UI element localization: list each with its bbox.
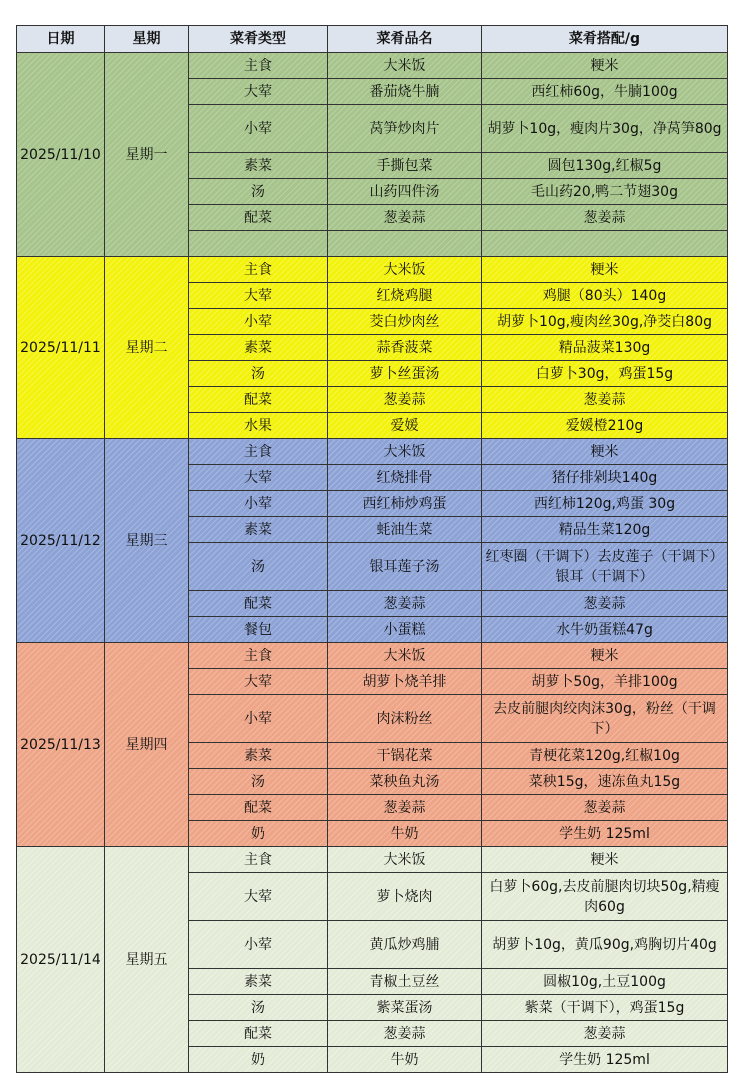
dish-name-cell: 紫菜蛋汤 [328, 995, 482, 1021]
dish-type-cell: 奶 [189, 1047, 328, 1073]
recipe-cell: 爱媛橙210g [482, 413, 728, 439]
recipe-cell: 鸡腿（80头）140g [482, 283, 728, 309]
dish-name-cell: 番茄烧牛腩 [328, 79, 482, 105]
dish-type-cell: 小荤 [189, 921, 328, 969]
recipe-cell: 精品生菜120g [482, 517, 728, 543]
recipe-cell: 粳米 [482, 643, 728, 669]
dish-name-cell: 葱姜蒜 [328, 387, 482, 413]
dish-name-cell: 山药四件汤 [328, 179, 482, 205]
dish-name-cell: 蒜香菠菜 [328, 335, 482, 361]
recipe-cell: 葱姜蒜 [482, 1021, 728, 1047]
dish-name-cell [328, 231, 482, 257]
dish-type-cell: 配菜 [189, 387, 328, 413]
dish-name-cell: 葱姜蒜 [328, 591, 482, 617]
recipe-cell: 葱姜蒜 [482, 387, 728, 413]
recipe-cell: 葱姜蒜 [482, 205, 728, 231]
recipe-cell: 圆椒10g,土豆100g [482, 969, 728, 995]
recipe-cell: 葱姜蒜 [482, 591, 728, 617]
recipe-cell: 学生奶 125ml [482, 821, 728, 847]
dish-name-cell: 萝卜烧肉 [328, 873, 482, 921]
dish-type-cell: 主食 [189, 847, 328, 873]
date-cell: 2025/11/12 [17, 439, 105, 643]
dish-name-cell: 红烧排骨 [328, 465, 482, 491]
header-dish-name: 菜肴品名 [328, 26, 482, 53]
menu-body [17, 53, 728, 1073]
dish-type-cell: 素菜 [189, 153, 328, 179]
dish-name-cell: 牛奶 [328, 1047, 482, 1073]
dish-type-cell: 大荤 [189, 465, 328, 491]
recipe-cell: 毛山药20,鸭二节翅30g [482, 179, 728, 205]
weekday-cell: 星期五 [105, 847, 189, 1073]
dish-type-cell: 奶 [189, 821, 328, 847]
dish-name-cell: 西红柿炒鸡蛋 [328, 491, 482, 517]
dish-type-cell: 小荤 [189, 105, 328, 153]
dish-name-cell: 萝卜丝蛋汤 [328, 361, 482, 387]
recipe-cell: 菜秧15g，速冻鱼丸15g [482, 769, 728, 795]
recipe-cell [482, 231, 728, 257]
weekly-menu-table [16, 25, 728, 1073]
dish-type-cell: 小荤 [189, 491, 328, 517]
dish-type-cell: 主食 [189, 643, 328, 669]
dish-name-cell: 茭白炒肉丝 [328, 309, 482, 335]
recipe-cell: 西红柿60g，牛腩100g [482, 79, 728, 105]
dish-type-cell: 素菜 [189, 969, 328, 995]
recipe-cell: 学生奶 125ml [482, 1047, 728, 1073]
recipe-cell: 胡萝卜50g，羊排100g [482, 669, 728, 695]
dish-name-cell: 葱姜蒜 [328, 1021, 482, 1047]
dish-type-cell: 素菜 [189, 743, 328, 769]
dish-name-cell: 莴笋炒肉片 [328, 105, 482, 153]
menu-row [17, 257, 728, 283]
dish-type-cell: 配菜 [189, 1021, 328, 1047]
dish-name-cell: 爱媛 [328, 413, 482, 439]
date-cell: 2025/11/13 [17, 643, 105, 847]
dish-name-cell: 大米饭 [328, 847, 482, 873]
dish-type-cell: 配菜 [189, 591, 328, 617]
menu-row [17, 53, 728, 79]
menu-row [17, 847, 728, 873]
weekday-cell: 星期一 [105, 53, 189, 257]
dish-type-cell: 水果 [189, 413, 328, 439]
dish-name-cell: 葱姜蒜 [328, 205, 482, 231]
recipe-cell: 精品菠菜130g [482, 335, 728, 361]
dish-type-cell: 素菜 [189, 517, 328, 543]
dish-type-cell [189, 231, 328, 257]
dish-type-cell: 汤 [189, 543, 328, 591]
dish-name-cell: 小蛋糕 [328, 617, 482, 643]
dish-type-cell: 主食 [189, 257, 328, 283]
recipe-cell: 猪仔排剁块140g [482, 465, 728, 491]
recipe-cell: 粳米 [482, 847, 728, 873]
header-row [17, 26, 728, 53]
recipe-cell: 葱姜蒜 [482, 795, 728, 821]
recipe-cell: 粳米 [482, 53, 728, 79]
recipe-cell: 粳米 [482, 439, 728, 465]
dish-name-cell: 大米饭 [328, 53, 482, 79]
dish-name-cell: 葱姜蒜 [328, 795, 482, 821]
dish-type-cell: 汤 [189, 995, 328, 1021]
recipe-cell: 粳米 [482, 257, 728, 283]
dish-type-cell: 大荤 [189, 669, 328, 695]
header-date: 日期 [17, 26, 105, 53]
recipe-cell: 西红柿120g,鸡蛋 30g [482, 491, 728, 517]
dish-type-cell: 大荤 [189, 283, 328, 309]
dish-name-cell: 菜秧鱼丸汤 [328, 769, 482, 795]
recipe-cell: 水牛奶蛋糕47g [482, 617, 728, 643]
dish-type-cell: 汤 [189, 769, 328, 795]
dish-name-cell: 银耳莲子汤 [328, 543, 482, 591]
dish-type-cell: 主食 [189, 439, 328, 465]
recipe-cell: 胡萝卜10g，黄瓜90g,鸡胸切片40g [482, 921, 728, 969]
recipe-cell: 白萝卜60g,去皮前腿肉切块50g,精瘦肉60g [482, 873, 728, 921]
dish-type-cell: 主食 [189, 53, 328, 79]
weekday-cell: 星期二 [105, 257, 189, 439]
recipe-cell: 红枣圈（干调下）去皮莲子（干调下）银耳（干调下） [482, 543, 728, 591]
dish-name-cell: 干锅花菜 [328, 743, 482, 769]
dish-type-cell: 小荤 [189, 695, 328, 743]
dish-name-cell: 大米饭 [328, 439, 482, 465]
menu-row [17, 439, 728, 465]
header-recipe: 菜肴搭配/g [482, 26, 728, 53]
dish-type-cell: 大荤 [189, 873, 328, 921]
dish-type-cell: 小荤 [189, 309, 328, 335]
dish-type-cell: 汤 [189, 179, 328, 205]
dish-type-cell: 餐包 [189, 617, 328, 643]
recipe-cell: 白萝卜30g，鸡蛋15g [482, 361, 728, 387]
recipe-cell: 圆包130g,红椒5g [482, 153, 728, 179]
dish-type-cell: 配菜 [189, 795, 328, 821]
recipe-cell: 去皮前腿肉绞肉沫30g，粉丝（干调下） [482, 695, 728, 743]
recipe-cell: 青梗花菜120g,红椒10g [482, 743, 728, 769]
menu-row [17, 643, 728, 669]
dish-name-cell: 肉沫粉丝 [328, 695, 482, 743]
dish-name-cell: 蚝油生菜 [328, 517, 482, 543]
dish-type-cell: 素菜 [189, 335, 328, 361]
date-cell: 2025/11/10 [17, 53, 105, 257]
dish-name-cell: 大米饭 [328, 643, 482, 669]
dish-name-cell: 青椒土豆丝 [328, 969, 482, 995]
dish-name-cell: 手撕包菜 [328, 153, 482, 179]
dish-name-cell: 牛奶 [328, 821, 482, 847]
dish-type-cell: 汤 [189, 361, 328, 387]
dish-name-cell: 红烧鸡腿 [328, 283, 482, 309]
recipe-cell: 紫菜（干调下），鸡蛋15g [482, 995, 728, 1021]
weekday-cell: 星期四 [105, 643, 189, 847]
recipe-cell: 胡萝卜10g，瘦肉片30g，净莴笋80g [482, 105, 728, 153]
header-weekday: 星期 [105, 26, 189, 53]
dish-type-cell: 大荤 [189, 79, 328, 105]
recipe-cell: 胡萝卜10g,瘦肉丝30g,净茭白80g [482, 309, 728, 335]
dish-name-cell: 胡萝卜烧羊排 [328, 669, 482, 695]
date-cell: 2025/11/11 [17, 257, 105, 439]
dish-name-cell: 黄瓜炒鸡脯 [328, 921, 482, 969]
header-dish-type: 菜肴类型 [189, 26, 328, 53]
date-cell: 2025/11/14 [17, 847, 105, 1073]
dish-type-cell: 配菜 [189, 205, 328, 231]
weekday-cell: 星期三 [105, 439, 189, 643]
dish-name-cell: 大米饭 [328, 257, 482, 283]
